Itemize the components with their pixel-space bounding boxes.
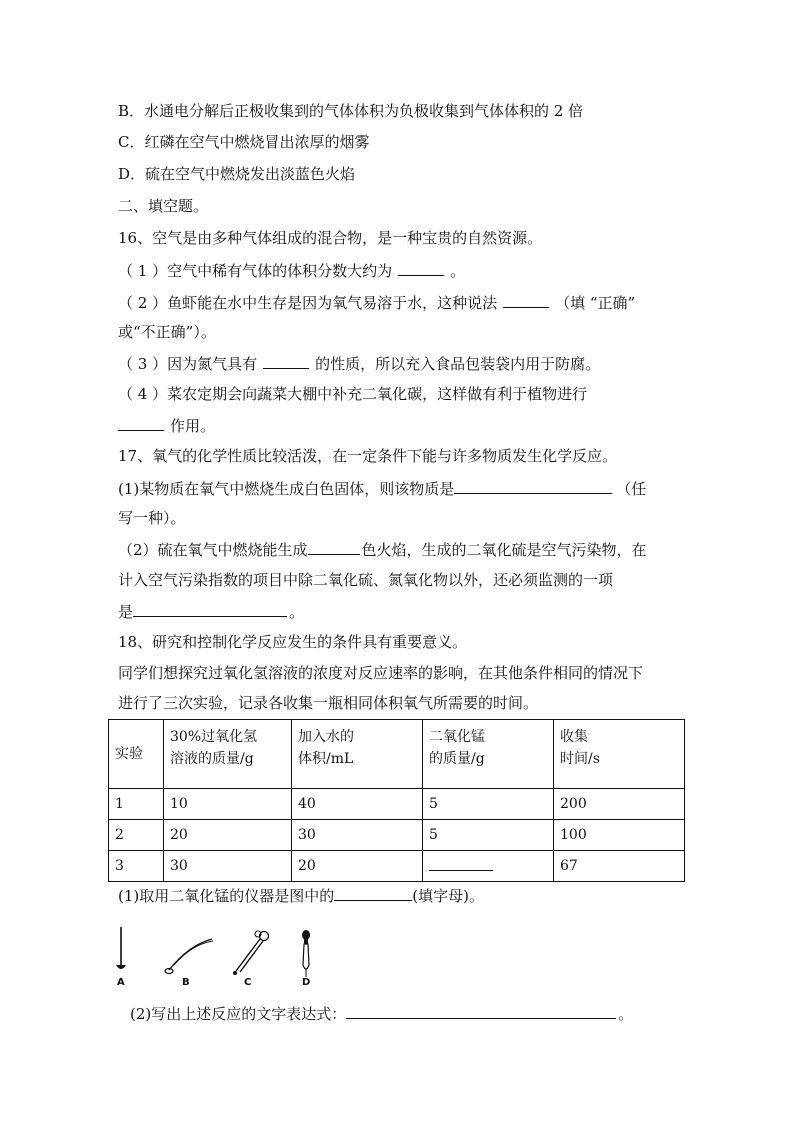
table-cell: 67 (554, 851, 685, 882)
option-d: D．硫在空气中燃烧发出淡蓝色火焰 (118, 165, 356, 183)
question-18: 18、研究和控制化学反应发生的条件具有重要意义。 (118, 633, 468, 651)
answer-blank[interactable] (334, 885, 412, 901)
dropper-d-icon (302, 930, 310, 977)
table-cell: 5 (423, 820, 554, 851)
q16-part4: （ 4 ）菜农定期会向蔬菜大棚中补充二氧化碳，这样做有利于植物进行 (118, 385, 588, 403)
q17-part1-text: (1)某物质在氧气中燃烧生成白色固体，则该物质是 (118, 480, 455, 498)
answer-blank[interactable] (263, 353, 309, 369)
q17-part2-text: （2）硫在氧气中燃烧能生成 (118, 541, 308, 559)
q16-part2-hint: （填 “正确” (555, 294, 636, 312)
answer-blank[interactable] (503, 292, 549, 308)
answer-blank[interactable] (454, 478, 612, 494)
spoon-a-icon (116, 927, 126, 969)
q18-part2-text: (2)写出上述反应的文字表达式： (130, 1005, 347, 1023)
label-d: D (302, 977, 311, 988)
q16-part2-text: （ 2 ）鱼虾能在水中生存是因为氧气易溶于水，这种说法 (118, 294, 498, 312)
answer-blank[interactable] (398, 260, 444, 276)
q16-part1-end: 。 (450, 262, 466, 280)
instrument-drawings (114, 925, 334, 981)
q16-part1-text: （ 1 ）空气中稀有气体的体积分数大约为 (118, 262, 393, 280)
experiment-table (108, 719, 685, 882)
section-title: 二、填空题。 (118, 197, 209, 215)
q18-part1 (118, 885, 484, 906)
header-cell: 加入水的 体积/mL (292, 720, 423, 789)
table-row (109, 789, 685, 820)
table-cell (423, 851, 554, 882)
q17-part1-cont: 写一种）。 (118, 509, 186, 527)
instrument-figure (114, 925, 334, 995)
q16-part2 (118, 292, 635, 313)
answer-blank[interactable] (308, 539, 360, 555)
q16-part3-end: 的性质，所以充入食品包装袋内用于防腐。 (315, 355, 601, 373)
answer-blank[interactable] (429, 855, 493, 871)
table-cell: 30 (164, 851, 292, 882)
table-row (109, 851, 685, 882)
label-a: A (117, 977, 125, 988)
tongs-c-icon (233, 931, 269, 975)
table-cell: 1 (109, 789, 164, 820)
question-17: 17、氧气的化学性质比较活泼，在一定条件下能与许多物质发生化学反应。 (118, 447, 618, 465)
q18-part1-hint: (填字母)。 (412, 887, 484, 905)
table-cell: 40 (292, 789, 423, 820)
q17-part2-shi: 是 (118, 603, 134, 621)
q17-part2 (118, 539, 647, 560)
q16-part4-end: 作用。 (170, 417, 216, 435)
q18-intro-1: 同学们想探究过氧化氢溶液的浓度对反应速率的影响，在其他条件相同的情况下 (118, 664, 644, 682)
q16-part1 (118, 260, 465, 281)
table-cell: 10 (164, 789, 292, 820)
q17-part2-cont: 计入空气污染指数的项目中除二氧化硫、氮氧化物以外，还必须监测的一项 (118, 571, 614, 589)
label-b: B (182, 977, 190, 988)
table-cell: 3 (109, 851, 164, 882)
spatula-b-icon (165, 939, 213, 974)
table-cell: 100 (554, 820, 685, 851)
header-cell: 收集 时间/s (554, 720, 685, 789)
q17-part1 (118, 478, 646, 499)
header-cell: 二氧化锰 的质量/g (423, 720, 554, 789)
answer-blank[interactable] (346, 1003, 616, 1019)
q17-part1-hint: （任 (616, 480, 647, 498)
label-c: C (244, 977, 252, 988)
table-cell: 200 (554, 789, 685, 820)
option-b: B．水通电分解后正极收集到的气体体积为负极收集到气体体积的 2 倍 (118, 102, 584, 120)
answer-blank[interactable] (133, 601, 287, 617)
table-cell: 20 (164, 820, 292, 851)
table-header-row (109, 720, 685, 789)
q17-part2-end (118, 601, 304, 622)
answer-blank[interactable] (118, 415, 164, 431)
q18-part2-period: 。 (618, 1005, 634, 1023)
table-cell: 30 (292, 820, 423, 851)
table-cell: 2 (109, 820, 164, 851)
question-16: 16、空气是由多种气体组成的混合物，是一种宝贵的自然资源。 (118, 229, 543, 247)
q17-part2-text2: 色火焰，生成的二氧化硫是空气污染物，在 (361, 541, 647, 559)
table-cell: 20 (292, 851, 423, 882)
q16-part3-text: （ 3 ）因为氮气具有 (118, 355, 258, 373)
table-cell: 5 (423, 789, 554, 820)
q17-part2-period: 。 (289, 603, 305, 621)
q16-part2-cont: 或“不正确”）。 (118, 323, 216, 341)
option-c: C．红磷在空气中燃烧冒出浓厚的烟雾 (118, 133, 370, 151)
q18-intro-2: 进行了三次实验，记录各收集一瓶相同体积氧气所需要的时间。 (118, 694, 539, 712)
table-row (109, 820, 685, 851)
q16-part4-cont (118, 415, 215, 436)
q18-part2 (130, 1003, 633, 1024)
q18-part1-text: (1)取用二氧化锰的仪器是图中的 (118, 887, 335, 905)
header-cell: 30%过氧化氢 溶液的质量/g (164, 720, 292, 789)
q16-part3 (118, 353, 600, 374)
header-cell: 实验 (109, 720, 164, 789)
